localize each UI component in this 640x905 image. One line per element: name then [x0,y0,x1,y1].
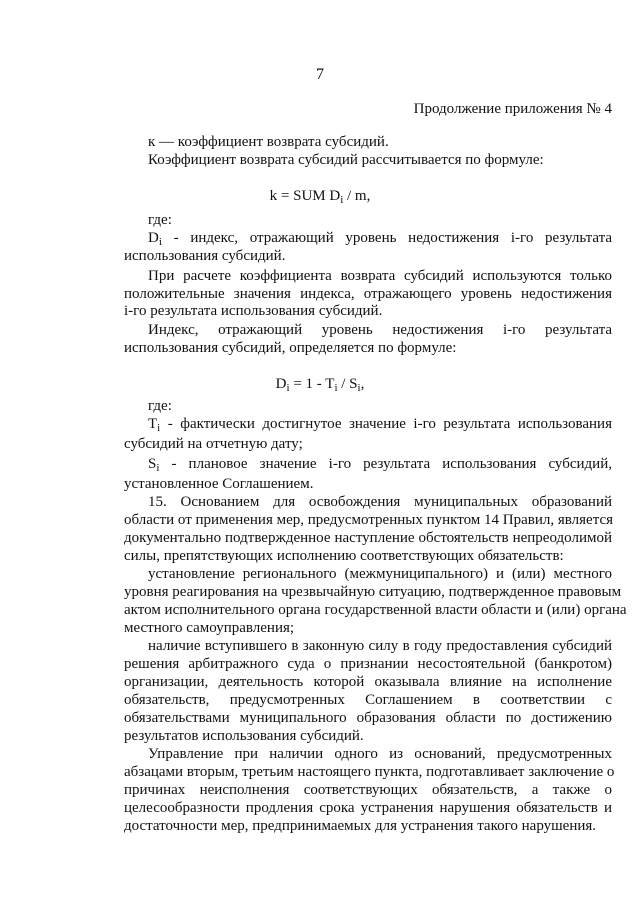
di-sub: i [158,236,162,248]
paragraph-line: установление регионального (межмуниципального) и (или) местного [148,566,612,582]
paragraph-line: обязательств, предусмотренных Соглашением в соответствии с [124,692,612,708]
formula-intro: Коэффициент возврата субсидий рассчитывается по формуле: [148,152,544,168]
appendix-caption: Продолжение приложения № 4 [413,101,612,117]
coefficient-definition: к — коэффициент возврата субсидий. [148,134,389,150]
paragraph-line: абзацами вторым, третьим настоящего пункта, подготавливает заключение о [124,764,615,780]
si-definition-line [148,456,612,473]
paragraph-line: силы, препятствующих исполнению соответствующих обязательств: [124,548,564,564]
formula-k-sub: i [340,194,344,206]
ti-symbol: T [148,416,158,432]
di-definition-cont: использования субсидий. [124,248,286,264]
paragraph-line: области от применения мер, предусмотренных пунктом 14 Правил, является [124,512,614,528]
formula-d-end: , [360,376,365,392]
paragraph-line: уровня реагирования на чрезвычайную ситуацию, подтвержденное правовым [124,584,622,600]
paragraph-line: положительные значения индекса, отражающего уровень недостижения [124,286,612,302]
formula-d-symbol: D [275,376,287,392]
formula-k-rhs: / m, [343,188,371,204]
paragraph-line: наличие вступившего в законную силу в году предоставления субсидий [148,638,612,654]
paragraph-line: Управление при наличии одного из оснований, предусмотренных [148,746,612,762]
page-number: 7 [316,66,324,83]
paragraph-line: i-го результата использования субсидий. [124,303,383,319]
ti-sub: i [157,422,161,434]
ti-definition-text: - фактически достигнутое значение i-го результата использования [160,416,612,432]
where-label: где: [148,398,172,414]
ti-definition-cont: субсидий на отчетную дату; [124,436,303,452]
di-symbol: D [148,230,159,246]
formula-d-mid: = 1 - T [289,376,335,392]
paragraph-line: результатов использования субсидий. [124,728,364,744]
formula-d-slash: / S [337,376,358,392]
where-label: где: [148,212,172,228]
paragraph-line: причинах неисполнения соответствующих обязательств, а также о [124,782,612,798]
paragraph-line: решения арбитражного суда о признании несостоятельной (банкротом) [124,656,612,672]
formula-k-lhs: k = SUM D [269,188,341,204]
si-sub: i [156,462,160,474]
di-definition-text: - индекс, отражающий уровень недостижения i-го результата [161,230,612,246]
formula-t-sub: i [334,382,338,394]
paragraph-line: Индекс, отражающий уровень недостижения i-го результата [148,322,612,338]
paragraph-line: актом исполнительного органа государственной власти области и (или) органа [124,602,627,618]
si-definition-text: - плановое значение i-го результата использования субсидий, [159,456,612,472]
formula-s-sub: i [357,382,361,394]
paragraph-line: организации, деятельность которой оказывала влияние на исполнение [124,674,612,690]
paragraph-line: местного самоуправления; [124,620,295,636]
di-definition-line [148,230,612,247]
paragraph-line: обязательствами муниципального образования области по достижению [124,710,612,726]
formula-d-sub: i [286,382,290,394]
si-definition-cont: установленное Соглашением. [124,476,314,492]
paragraph-line: целесообразности продления срока устранения нарушения обязательств и [124,800,612,816]
paragraph-line: использования субсидий, определяется по формуле: [124,340,457,356]
si-symbol: S [148,456,157,472]
formula-d [0,376,640,393]
paragraph-line: 15. Основанием для освобождения муниципальных образований [148,494,612,510]
ti-definition-line [148,416,612,433]
paragraph-line: достаточности мер, предпринимаемых для устранения такого нарушения. [124,818,597,834]
formula-k [0,188,640,205]
paragraph-line: документально подтвержденное наступление обстоятельств непреодолимой [124,530,612,546]
paragraph-line: При расчете коэффициента возврата субсидий используются только [148,268,612,284]
